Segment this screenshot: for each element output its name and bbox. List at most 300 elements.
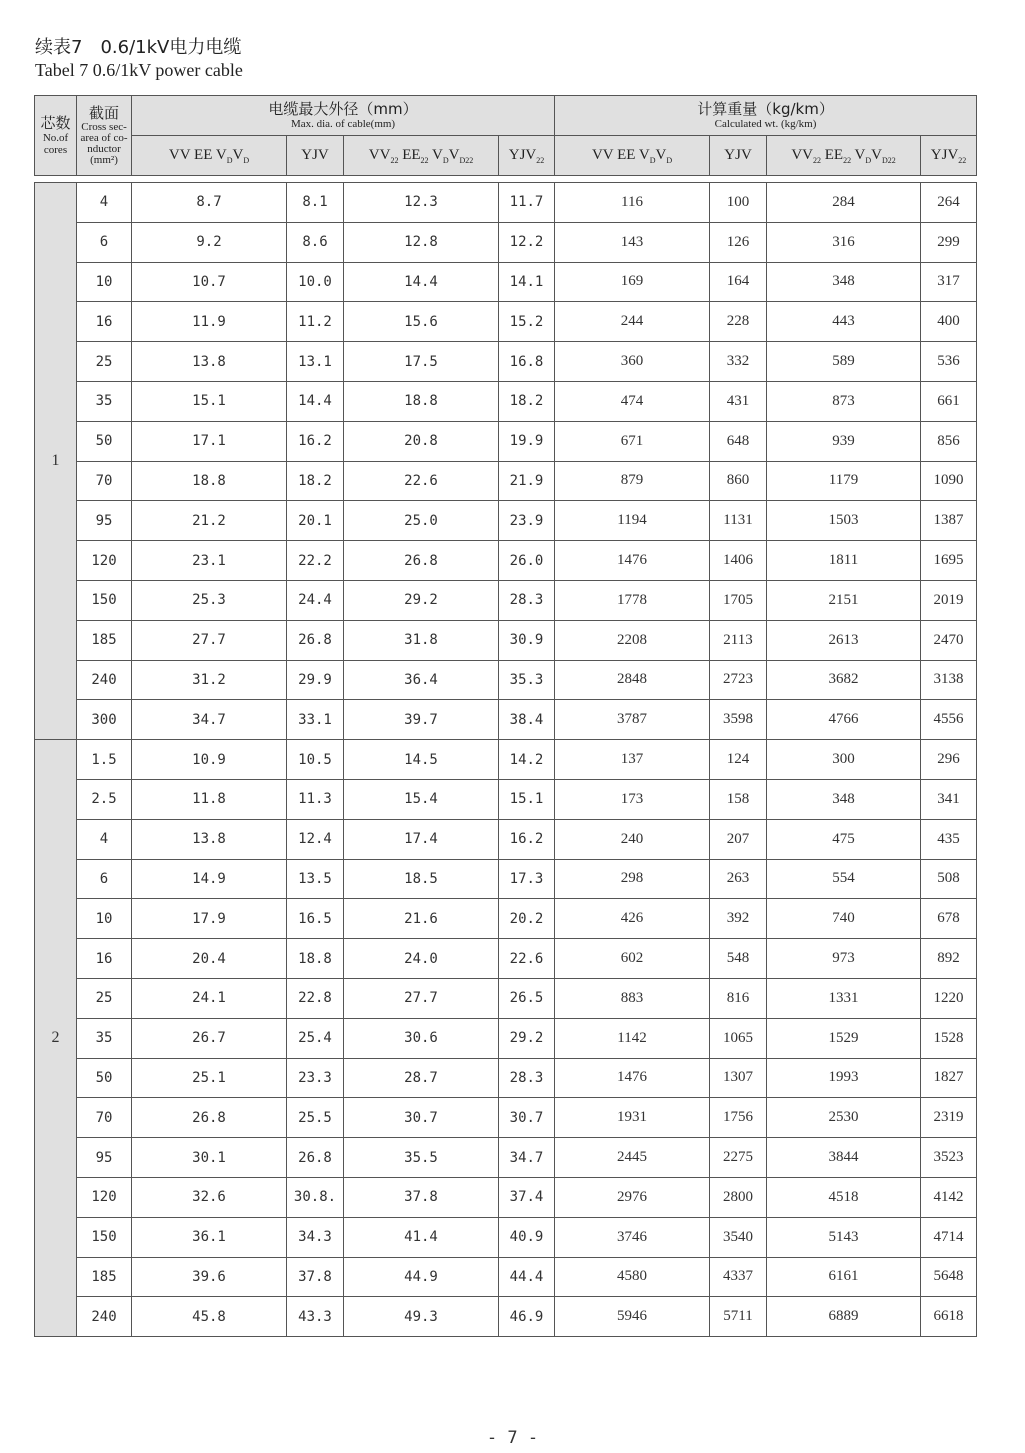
cell-d4: 18.2 bbox=[499, 381, 555, 421]
cell-d2: 14.4 bbox=[287, 381, 344, 421]
cell-s: 4 bbox=[77, 819, 132, 859]
header-section-unit: (mm²) bbox=[90, 154, 118, 166]
cell-d2: 34.3 bbox=[287, 1217, 344, 1257]
cell-d3: 21.6 bbox=[344, 899, 499, 939]
cell-w4: 1387 bbox=[921, 501, 977, 541]
cell-d4: 19.9 bbox=[499, 421, 555, 461]
cell-d4: 40.9 bbox=[499, 1217, 555, 1257]
table-row bbox=[35, 620, 977, 660]
cell-w2: 548 bbox=[710, 939, 767, 979]
cell-d1: 9.2 bbox=[132, 222, 287, 262]
cell-s: 10 bbox=[77, 899, 132, 939]
cell-d3: 39.7 bbox=[344, 700, 499, 740]
cell-w3: 554 bbox=[767, 859, 921, 899]
cell-s: 150 bbox=[77, 1217, 132, 1257]
cell-w1: 1476 bbox=[555, 1058, 710, 1098]
cell-w2: 2113 bbox=[710, 620, 767, 660]
cell-d2: 13.5 bbox=[287, 859, 344, 899]
cell-w3: 475 bbox=[767, 819, 921, 859]
cell-w2: 4337 bbox=[710, 1257, 767, 1297]
cell-w4: 3523 bbox=[921, 1138, 977, 1178]
cell-d4: 17.3 bbox=[499, 859, 555, 899]
cell-d4: 44.4 bbox=[499, 1257, 555, 1297]
cell-w3: 589 bbox=[767, 342, 921, 382]
cell-w4: 4556 bbox=[921, 700, 977, 740]
cell-w3: 4518 bbox=[767, 1177, 921, 1217]
cell-w2: 228 bbox=[710, 302, 767, 342]
cell-w3: 1179 bbox=[767, 461, 921, 501]
cell-s: 25 bbox=[77, 342, 132, 382]
cell-d1: 31.2 bbox=[132, 660, 287, 700]
data-table bbox=[34, 182, 977, 1337]
cell-w4: 536 bbox=[921, 342, 977, 382]
header-calc-wt bbox=[555, 96, 977, 136]
table-row bbox=[35, 302, 977, 342]
header-max-dia bbox=[132, 96, 555, 136]
cell-s: 70 bbox=[77, 461, 132, 501]
cell-d3: 12.8 bbox=[344, 222, 499, 262]
cell-s: 16 bbox=[77, 939, 132, 979]
cell-d4: 12.2 bbox=[499, 222, 555, 262]
table-row bbox=[35, 461, 977, 501]
cell-s: 70 bbox=[77, 1098, 132, 1138]
cell-d4: 22.6 bbox=[499, 939, 555, 979]
cell-d4: 29.2 bbox=[499, 1018, 555, 1058]
cell-w2: 1131 bbox=[710, 501, 767, 541]
cell-w1: 1931 bbox=[555, 1098, 710, 1138]
cell-w3: 4766 bbox=[767, 700, 921, 740]
cell-d3: 12.3 bbox=[344, 183, 499, 223]
cell-d1: 8.7 bbox=[132, 183, 287, 223]
cell-d1: 14.9 bbox=[132, 859, 287, 899]
cell-w4: 435 bbox=[921, 819, 977, 859]
header-section-cn: 截面 bbox=[88, 104, 119, 122]
cell-d4: 16.2 bbox=[499, 819, 555, 859]
cell-w4: 508 bbox=[921, 859, 977, 899]
cell-d3: 29.2 bbox=[344, 580, 499, 620]
table-row bbox=[35, 1297, 977, 1337]
cell-w4: 1090 bbox=[921, 461, 977, 501]
cell-d3: 18.5 bbox=[344, 859, 499, 899]
cell-d3: 17.5 bbox=[344, 342, 499, 382]
cell-w3: 5143 bbox=[767, 1217, 921, 1257]
header-wt-cn: 计算重量（kg/km） bbox=[697, 100, 834, 118]
cell-s: 300 bbox=[77, 700, 132, 740]
cell-d1: 45.8 bbox=[132, 1297, 287, 1337]
cell-d1: 20.4 bbox=[132, 939, 287, 979]
cell-s: 95 bbox=[77, 1138, 132, 1178]
table-row bbox=[35, 939, 977, 979]
cell-w1: 116 bbox=[555, 183, 710, 223]
cell-w4: 317 bbox=[921, 262, 977, 302]
cell-d2: 33.1 bbox=[287, 700, 344, 740]
cell-d1: 11.8 bbox=[132, 779, 287, 819]
cell-w1: 1194 bbox=[555, 501, 710, 541]
table-row bbox=[35, 819, 977, 859]
cell-w3: 1331 bbox=[767, 978, 921, 1018]
cell-d4: 30.7 bbox=[499, 1098, 555, 1138]
cell-w3: 316 bbox=[767, 222, 921, 262]
cell-s: 6 bbox=[77, 859, 132, 899]
cell-d2: 29.9 bbox=[287, 660, 344, 700]
cell-d3: 24.0 bbox=[344, 939, 499, 979]
cell-d4: 26.5 bbox=[499, 978, 555, 1018]
cell-d4: 28.3 bbox=[499, 1058, 555, 1098]
cell-d2: 24.4 bbox=[287, 580, 344, 620]
cell-d2: 25.5 bbox=[287, 1098, 344, 1138]
cell-d2: 8.6 bbox=[287, 222, 344, 262]
cell-w2: 1307 bbox=[710, 1058, 767, 1098]
cell-w3: 939 bbox=[767, 421, 921, 461]
cell-d4: 15.2 bbox=[499, 302, 555, 342]
table-row bbox=[35, 1257, 977, 1297]
table-row bbox=[35, 222, 977, 262]
cell-d1: 17.9 bbox=[132, 899, 287, 939]
page-title-cn: 续表7 0.6/1kV电力电缆 bbox=[35, 37, 242, 58]
cell-d4: 37.4 bbox=[499, 1177, 555, 1217]
cell-w3: 348 bbox=[767, 779, 921, 819]
cell-d3: 30.6 bbox=[344, 1018, 499, 1058]
cores-cell: 2 bbox=[35, 740, 77, 1337]
cell-w2: 392 bbox=[710, 899, 767, 939]
header-model-yjv22: $YJV_{22}$ bbox=[499, 136, 555, 176]
cell-s: 35 bbox=[77, 1018, 132, 1058]
cell-w1: 474 bbox=[555, 381, 710, 421]
cell-w3: 6161 bbox=[767, 1257, 921, 1297]
table-row bbox=[35, 899, 977, 939]
page-number: - 7 - bbox=[486, 1428, 539, 1448]
cell-d1: 17.1 bbox=[132, 421, 287, 461]
header-cores bbox=[35, 96, 77, 176]
cell-w1: 2208 bbox=[555, 620, 710, 660]
cell-d3: 20.8 bbox=[344, 421, 499, 461]
cell-w1: 602 bbox=[555, 939, 710, 979]
table-row bbox=[35, 183, 977, 223]
cell-s: 185 bbox=[77, 1257, 132, 1297]
table-row bbox=[35, 1138, 977, 1178]
cell-w1: 1778 bbox=[555, 580, 710, 620]
table-row bbox=[35, 859, 977, 899]
table-row bbox=[35, 1217, 977, 1257]
cell-s: 2.5 bbox=[77, 779, 132, 819]
cell-d1: 13.8 bbox=[132, 342, 287, 382]
table-header bbox=[34, 95, 977, 176]
cell-d3: 28.7 bbox=[344, 1058, 499, 1098]
cell-w3: 740 bbox=[767, 899, 921, 939]
cell-d1: 15.1 bbox=[132, 381, 287, 421]
cell-w1: 2848 bbox=[555, 660, 710, 700]
cell-w3: 1993 bbox=[767, 1058, 921, 1098]
cell-w3: 2530 bbox=[767, 1098, 921, 1138]
cell-w3: 3844 bbox=[767, 1138, 921, 1178]
header-wt-en: Calculated wt. (kg/km) bbox=[714, 118, 817, 130]
cell-w4: 1220 bbox=[921, 978, 977, 1018]
cell-d1: 18.8 bbox=[132, 461, 287, 501]
cell-d4: 23.9 bbox=[499, 501, 555, 541]
cell-w3: 348 bbox=[767, 262, 921, 302]
cell-w4: 1695 bbox=[921, 541, 977, 581]
cell-w2: 816 bbox=[710, 978, 767, 1018]
cell-w1: 4580 bbox=[555, 1257, 710, 1297]
cell-d2: 13.1 bbox=[287, 342, 344, 382]
cell-w2: 332 bbox=[710, 342, 767, 382]
cell-w4: 299 bbox=[921, 222, 977, 262]
cell-d1: 39.6 bbox=[132, 1257, 287, 1297]
cell-w1: 244 bbox=[555, 302, 710, 342]
cell-d4: 34.7 bbox=[499, 1138, 555, 1178]
cell-d1: 24.1 bbox=[132, 978, 287, 1018]
cell-s: 10 bbox=[77, 262, 132, 302]
header-model-vv22-wt: $VV_{22}$ $EE_{22}$ $V_DV_{D22}$ bbox=[767, 136, 921, 176]
cell-w1: 2445 bbox=[555, 1138, 710, 1178]
cell-w3: 873 bbox=[767, 381, 921, 421]
header-model-yjv-wt: YJV bbox=[710, 136, 767, 176]
cell-w1: 879 bbox=[555, 461, 710, 501]
cell-w1: 298 bbox=[555, 859, 710, 899]
cell-w4: 4714 bbox=[921, 1217, 977, 1257]
cell-d2: 16.5 bbox=[287, 899, 344, 939]
cell-w4: 296 bbox=[921, 740, 977, 780]
cell-w3: 284 bbox=[767, 183, 921, 223]
table-row bbox=[35, 1098, 977, 1138]
cell-d2: 43.3 bbox=[287, 1297, 344, 1337]
cell-d2: 20.1 bbox=[287, 501, 344, 541]
page-title-en: Tabel 7 0.6/1kV power cable bbox=[35, 60, 243, 80]
cell-d1: 10.7 bbox=[132, 262, 287, 302]
header-model-yjv: YJV bbox=[287, 136, 344, 176]
cell-w2: 1065 bbox=[710, 1018, 767, 1058]
cell-d3: 15.4 bbox=[344, 779, 499, 819]
cell-s: 150 bbox=[77, 580, 132, 620]
cell-d4: 20.2 bbox=[499, 899, 555, 939]
cell-d2: 10.0 bbox=[287, 262, 344, 302]
cell-d1: 34.7 bbox=[132, 700, 287, 740]
cell-w2: 164 bbox=[710, 262, 767, 302]
cell-w1: 173 bbox=[555, 779, 710, 819]
cell-w2: 3540 bbox=[710, 1217, 767, 1257]
cell-d3: 41.4 bbox=[344, 1217, 499, 1257]
cell-d2: 26.8 bbox=[287, 620, 344, 660]
table-row bbox=[35, 660, 977, 700]
cell-d1: 30.1 bbox=[132, 1138, 287, 1178]
cell-w3: 1529 bbox=[767, 1018, 921, 1058]
cell-w1: 137 bbox=[555, 740, 710, 780]
cell-d2: 37.8 bbox=[287, 1257, 344, 1297]
cell-d3: 17.4 bbox=[344, 819, 499, 859]
cell-w3: 1811 bbox=[767, 541, 921, 581]
cell-w4: 1827 bbox=[921, 1058, 977, 1098]
cell-s: 6 bbox=[77, 222, 132, 262]
cell-w2: 860 bbox=[710, 461, 767, 501]
cell-d4: 14.2 bbox=[499, 740, 555, 780]
cell-w4: 2019 bbox=[921, 580, 977, 620]
cell-d3: 18.8 bbox=[344, 381, 499, 421]
cell-d2: 22.8 bbox=[287, 978, 344, 1018]
table-row bbox=[35, 1177, 977, 1217]
cell-w4: 6618 bbox=[921, 1297, 977, 1337]
cell-d3: 26.8 bbox=[344, 541, 499, 581]
cell-w1: 1142 bbox=[555, 1018, 710, 1058]
cores-cell: 1 bbox=[35, 183, 77, 740]
cell-w4: 2470 bbox=[921, 620, 977, 660]
header-model-vv22: $VV_{22}$ $EE_{22}$ $V_DV_{D22}$ bbox=[344, 136, 499, 176]
cell-d3: 49.3 bbox=[344, 1297, 499, 1337]
cell-w3: 443 bbox=[767, 302, 921, 342]
cell-d1: 27.7 bbox=[132, 620, 287, 660]
cell-s: 185 bbox=[77, 620, 132, 660]
header-section-en: Cross sec-area of co-nductor bbox=[80, 121, 128, 155]
cell-w3: 2151 bbox=[767, 580, 921, 620]
cell-d1: 25.3 bbox=[132, 580, 287, 620]
header-model-vv-wt: VV EE $V_DV_D$ bbox=[555, 136, 710, 176]
cell-d2: 11.2 bbox=[287, 302, 344, 342]
cell-d1: 10.9 bbox=[132, 740, 287, 780]
cell-w4: 892 bbox=[921, 939, 977, 979]
cell-s: 240 bbox=[77, 660, 132, 700]
cell-d1: 32.6 bbox=[132, 1177, 287, 1217]
cell-w2: 5711 bbox=[710, 1297, 767, 1337]
cell-w2: 431 bbox=[710, 381, 767, 421]
cell-w1: 169 bbox=[555, 262, 710, 302]
cell-w3: 300 bbox=[767, 740, 921, 780]
cell-w2: 2800 bbox=[710, 1177, 767, 1217]
cell-w2: 1756 bbox=[710, 1098, 767, 1138]
cell-d3: 31.8 bbox=[344, 620, 499, 660]
cell-d2: 23.3 bbox=[287, 1058, 344, 1098]
cell-d3: 27.7 bbox=[344, 978, 499, 1018]
cell-w1: 3746 bbox=[555, 1217, 710, 1257]
table-row bbox=[35, 342, 977, 382]
cell-w1: 2976 bbox=[555, 1177, 710, 1217]
header-model-vv: VV EE $V_DV_D$ bbox=[132, 136, 287, 176]
cell-d3: 25.0 bbox=[344, 501, 499, 541]
cell-w1: 671 bbox=[555, 421, 710, 461]
cell-d1: 11.9 bbox=[132, 302, 287, 342]
cell-d2: 11.3 bbox=[287, 779, 344, 819]
cell-d4: 14.1 bbox=[499, 262, 555, 302]
cell-w3: 2613 bbox=[767, 620, 921, 660]
cell-d4: 38.4 bbox=[499, 700, 555, 740]
cell-w2: 100 bbox=[710, 183, 767, 223]
cell-d4: 15.1 bbox=[499, 779, 555, 819]
cell-w3: 3682 bbox=[767, 660, 921, 700]
cell-w2: 1705 bbox=[710, 580, 767, 620]
cell-w1: 5946 bbox=[555, 1297, 710, 1337]
cell-d2: 18.2 bbox=[287, 461, 344, 501]
cell-s: 120 bbox=[77, 1177, 132, 1217]
cell-w4: 2319 bbox=[921, 1098, 977, 1138]
cell-w4: 3138 bbox=[921, 660, 977, 700]
cell-w4: 661 bbox=[921, 381, 977, 421]
table-row bbox=[35, 700, 977, 740]
header-section bbox=[77, 96, 132, 176]
cell-s: 16 bbox=[77, 302, 132, 342]
cell-d2: 18.8 bbox=[287, 939, 344, 979]
cell-w4: 678 bbox=[921, 899, 977, 939]
cell-d4: 16.8 bbox=[499, 342, 555, 382]
cell-w3: 6889 bbox=[767, 1297, 921, 1337]
cell-d2: 16.2 bbox=[287, 421, 344, 461]
cell-w2: 3598 bbox=[710, 700, 767, 740]
cell-d1: 13.8 bbox=[132, 819, 287, 859]
table-row bbox=[35, 541, 977, 581]
table-row bbox=[35, 779, 977, 819]
table-row bbox=[35, 978, 977, 1018]
cell-d1: 25.1 bbox=[132, 1058, 287, 1098]
cell-d3: 14.4 bbox=[344, 262, 499, 302]
cell-w2: 648 bbox=[710, 421, 767, 461]
cell-d4: 21.9 bbox=[499, 461, 555, 501]
cell-s: 95 bbox=[77, 501, 132, 541]
cell-w3: 1503 bbox=[767, 501, 921, 541]
header-cores-en: No.of cores bbox=[42, 132, 69, 156]
cell-d3: 36.4 bbox=[344, 660, 499, 700]
cell-w2: 207 bbox=[710, 819, 767, 859]
cell-d3: 30.7 bbox=[344, 1098, 499, 1138]
cell-w4: 4142 bbox=[921, 1177, 977, 1217]
cell-d4: 28.3 bbox=[499, 580, 555, 620]
cell-w1: 143 bbox=[555, 222, 710, 262]
cell-w2: 126 bbox=[710, 222, 767, 262]
cell-d3: 44.9 bbox=[344, 1257, 499, 1297]
cell-d2: 25.4 bbox=[287, 1018, 344, 1058]
cell-s: 4 bbox=[77, 183, 132, 223]
cell-w1: 3787 bbox=[555, 700, 710, 740]
header-model-yjv22-wt: $YJV_{22}$ bbox=[921, 136, 977, 176]
cell-s: 1.5 bbox=[77, 740, 132, 780]
cell-w2: 124 bbox=[710, 740, 767, 780]
table-row bbox=[35, 421, 977, 461]
table-row bbox=[35, 1058, 977, 1098]
table-row bbox=[35, 501, 977, 541]
cell-d3: 22.6 bbox=[344, 461, 499, 501]
cell-d2: 12.4 bbox=[287, 819, 344, 859]
cell-d1: 21.2 bbox=[132, 501, 287, 541]
cell-w4: 1528 bbox=[921, 1018, 977, 1058]
cell-w4: 5648 bbox=[921, 1257, 977, 1297]
cell-w1: 360 bbox=[555, 342, 710, 382]
cell-d4: 46.9 bbox=[499, 1297, 555, 1337]
cell-d2: 26.8 bbox=[287, 1138, 344, 1178]
cell-w2: 2275 bbox=[710, 1138, 767, 1178]
header-dia-cn: 电缆最大外径（mm） bbox=[268, 100, 418, 118]
cell-d3: 37.8 bbox=[344, 1177, 499, 1217]
header-cores-cn: 芯数 bbox=[40, 114, 71, 132]
cell-w2: 158 bbox=[710, 779, 767, 819]
cell-d3: 14.5 bbox=[344, 740, 499, 780]
table-row bbox=[35, 381, 977, 421]
cell-s: 120 bbox=[77, 541, 132, 581]
cell-s: 240 bbox=[77, 1297, 132, 1337]
cell-d3: 15.6 bbox=[344, 302, 499, 342]
cell-d4: 30.9 bbox=[499, 620, 555, 660]
cell-w1: 426 bbox=[555, 899, 710, 939]
cell-d1: 23.1 bbox=[132, 541, 287, 581]
cell-w1: 240 bbox=[555, 819, 710, 859]
cell-d4: 35.3 bbox=[499, 660, 555, 700]
header-dia-en: Max. dia. of cable(mm) bbox=[290, 118, 396, 130]
cell-d2: 8.1 bbox=[287, 183, 344, 223]
cell-w2: 2723 bbox=[710, 660, 767, 700]
cell-d2: 30.8. bbox=[287, 1177, 344, 1217]
cell-w4: 856 bbox=[921, 421, 977, 461]
cell-w3: 973 bbox=[767, 939, 921, 979]
cell-s: 35 bbox=[77, 381, 132, 421]
cell-w4: 341 bbox=[921, 779, 977, 819]
cell-d2: 22.2 bbox=[287, 541, 344, 581]
cell-w4: 264 bbox=[921, 183, 977, 223]
cell-w1: 883 bbox=[555, 978, 710, 1018]
